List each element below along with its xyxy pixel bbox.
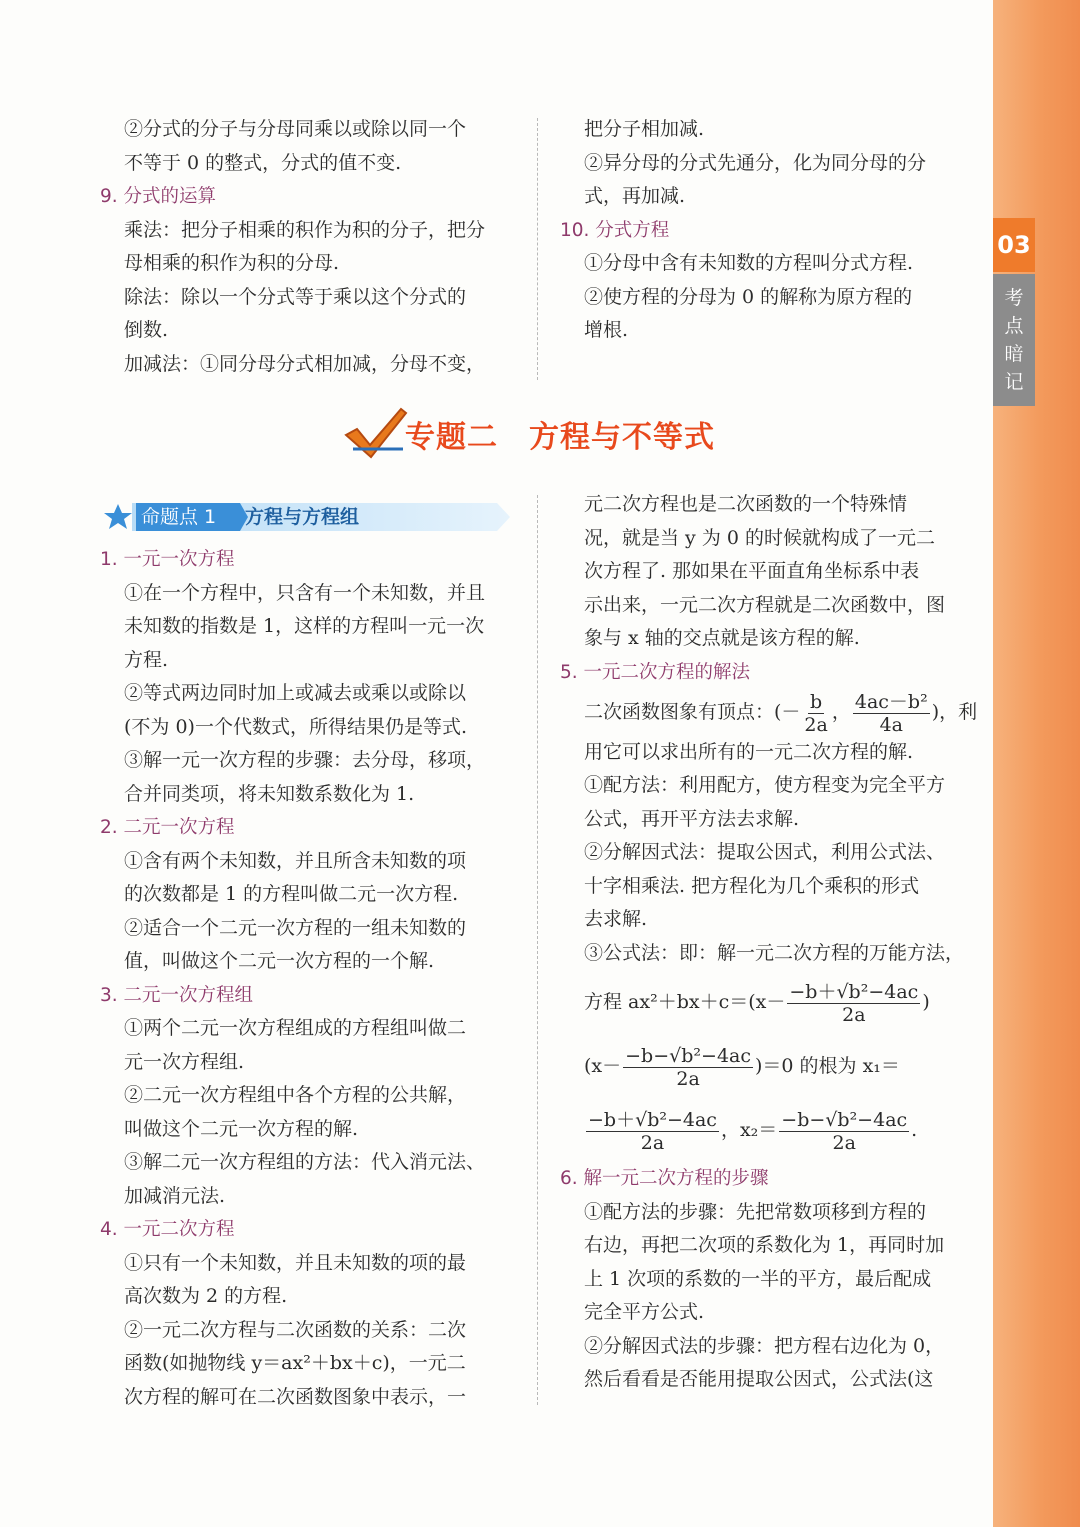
text-line: 倒数. [124,319,169,341]
fraction [779,1109,909,1154]
numerator: −b−√b²−4ac [781,1108,908,1131]
section-heading: 9. 分式的运算 [100,186,217,207]
section-heading: 3. 二元一次方程组 [100,984,254,1006]
topic-title: 专题二 方程与不等式 [405,420,715,455]
fraction [853,691,930,736]
denominator: 2a [842,1003,866,1026]
text-line: ①分母中含有未知数的方程叫分式方程. [584,252,914,274]
text-line: 合并同类项，将未知数系数化为 1. [124,782,415,805]
fraction [586,1109,719,1154]
text-line: 母相乘的积作为积的分母. [124,252,340,274]
banner-title: 方程与方程组 [245,506,360,528]
text-line: 完全平方公式. [584,1301,705,1323]
text-line: 不等于 0 的整式，分式的值不变. [124,151,402,174]
text-line: 未知数的指数是 1，这样的方程叫一元一次 [124,615,485,637]
text-line: ②使方程的分母为 0 的解称为原方程的 [584,285,913,308]
text-line: 上 1 次项的系数的一半的平方，最后配成 [584,1267,932,1290]
text-line: (不为 0)一个代数式，所得结果仍是等式. [124,715,467,738]
text-line: 的次数都是 1 的方程叫做二元一次方程. [124,883,459,905]
text-line: (x－ [584,1055,622,1077]
text-line: 元二次方程也是二次函数的一个特殊情 [584,493,908,515]
chapter-number: 03 [997,231,1031,259]
denominator: 2a [804,713,828,736]
text-line: 况，就是当 y 为 0 的时候就构成了一元二 [584,526,935,549]
left-column [100,543,520,1414]
numerator: b [810,690,823,713]
text-line: ②适合一个二元一次方程的一组未知数的 [124,916,467,939]
numerator: −b＋√b²−4ac [588,1108,717,1131]
chapter-label: 考点暗记 [1004,287,1024,393]
checkmark-icon [343,405,408,460]
column-divider-top [537,118,538,380]
text-line: 式，再加减. [584,185,686,207]
text-line: 除法：除以一个分式等于乘以这个分式的 [124,285,467,308]
text-line: 二次函数图象有顶点：(－ [584,701,801,723]
text-line: ②二元一次方程组中各个方程的公共解， [124,1084,467,1106]
text-line: 把分子相加减. [584,118,705,140]
section-heading: 4. 一元二次方程 [100,1219,235,1240]
formula-line [560,1098,980,1162]
section-heading: 10. 分式方程 [560,219,670,241]
formula-line [560,970,980,1034]
text-line: ②分解因式法：提取公因式，利用公式法、 [584,841,946,863]
text-line: ①配方法：利用配方，使方程变为完全平方 [584,774,946,796]
fraction [802,691,829,736]
text-line: 叫做这个二元一次方程的解. [124,1117,359,1140]
text-line: ②分式的分子与分母同乘以或除以同一个 [124,118,467,140]
star-icon [104,504,132,529]
text-line: ③公式法：即：解一元二次方程的万能方法， [584,941,965,964]
section-heading: 5. 一元二次方程的解法 [560,661,751,683]
text-line: . [911,1119,918,1141]
text-line: ②等式两边同时加上或减去或乘以或除以 [124,682,467,704]
text-line: 用它可以求出所有的一元二次方程的解. [584,740,914,763]
numerator: −b−√b²−4ac [625,1044,752,1067]
text-line: 加减消元法. [124,1184,226,1207]
text-line: 函数(如抛物线 y＝ax²＋bx＋c)，一元二 [124,1352,466,1374]
text-line: 公式，再开平方法去求解. [584,807,800,830]
text-line: 高次数为 2 的方程. [124,1285,288,1307]
text-line: 次方程的解可在二次函数图象中表示，一 [124,1385,467,1408]
text-line: ③解一元一次方程的步骤：去分母，移项， [124,749,486,771]
text-line: 十字相乘法. 把方程化为几个乘积的形式 [584,874,920,897]
text-line: ①配方法的步骤：先把常数项移到方程的 [584,1200,927,1223]
text-line: 示出来，一元二次方程就是二次函数中，图 [584,593,946,616]
text-line: 增根. [584,319,629,341]
banner-label: 命题点 1 [141,506,217,528]
right-column [560,488,980,1397]
text-line: ②分解因式法的步骤：把方程右边化为 0， [584,1334,945,1357]
text-line: ) [922,991,930,1013]
text-line: 象与 x 轴的交点就是该方程的解. [584,627,860,649]
text-line: )＝0 的根为 x₁＝ [755,1055,900,1077]
chapter-tab [993,218,1035,272]
denominator: 2a [832,1131,856,1154]
text-line: ③解二元一次方程组的方法：代入消元法、 [124,1151,486,1173]
fraction [787,981,920,1026]
text-line: 加减法：①同分母分式相加减，分母不变， [124,352,486,375]
formula-line [560,1034,980,1098]
denominator: 2a [640,1131,665,1154]
vertex-formula: 二次函数图象有顶点：(－ $\frac{b}{2a}$ ， $\frac{\text{4ac－b²}}{4a}$ )，利 [584,690,978,736]
text-line: )，利 [931,701,978,723]
numerator: 4ac－b² [854,690,928,713]
text-line: ，x₂＝ [720,1119,778,1141]
text-line: ①两个二元一次方程组成的方程组叫做二 [124,1017,467,1039]
text-line: ①只有一个未知数，并且未知数的项的最 [124,1251,467,1274]
top-left-column [100,113,520,381]
denominator: 4a [879,713,903,736]
text-line: ②一元二次方程与二次函数的关系：二次 [124,1318,467,1341]
section-heading: 2. 二元一次方程 [100,817,235,838]
text-line: ①在一个方程中，只含有一个未知数，并且 [124,581,486,604]
text-line: 然后看看是否能用提取公因式，公式法(这 [584,1368,934,1390]
text-line: 去求解. [584,908,648,930]
text-line: 方程 ax²＋bx＋c＝(x－ [584,991,786,1013]
text-line: 右边，再把二次项的系数化为 1，再同时加 [584,1234,945,1256]
section-heading: 6. 解一元二次方程的步骤 [560,1168,769,1189]
numerator: −b＋√b²−4ac [789,980,919,1003]
text-line: 元一次方程组. [124,1050,245,1073]
text-line: 次方程了. 那如果在平面直角坐标系中表 [584,560,920,582]
column-divider-main [537,495,538,1405]
top-right-column [560,113,980,348]
text-line: ①含有两个未知数，并且所含未知数的项 [124,849,467,872]
section-heading: 1. 一元一次方程 [100,549,235,570]
text-line: 方程. [124,648,169,671]
text-line: 值，叫做这个二元一次方程的一个解. [124,950,435,972]
text-line: 乘法：把分子相乘的积作为积的分子，把分 [124,218,486,241]
text-line: ②异分母的分式先通分，化为同分母的分 [584,151,927,174]
denominator: 2a [676,1067,700,1090]
fraction [623,1045,753,1090]
